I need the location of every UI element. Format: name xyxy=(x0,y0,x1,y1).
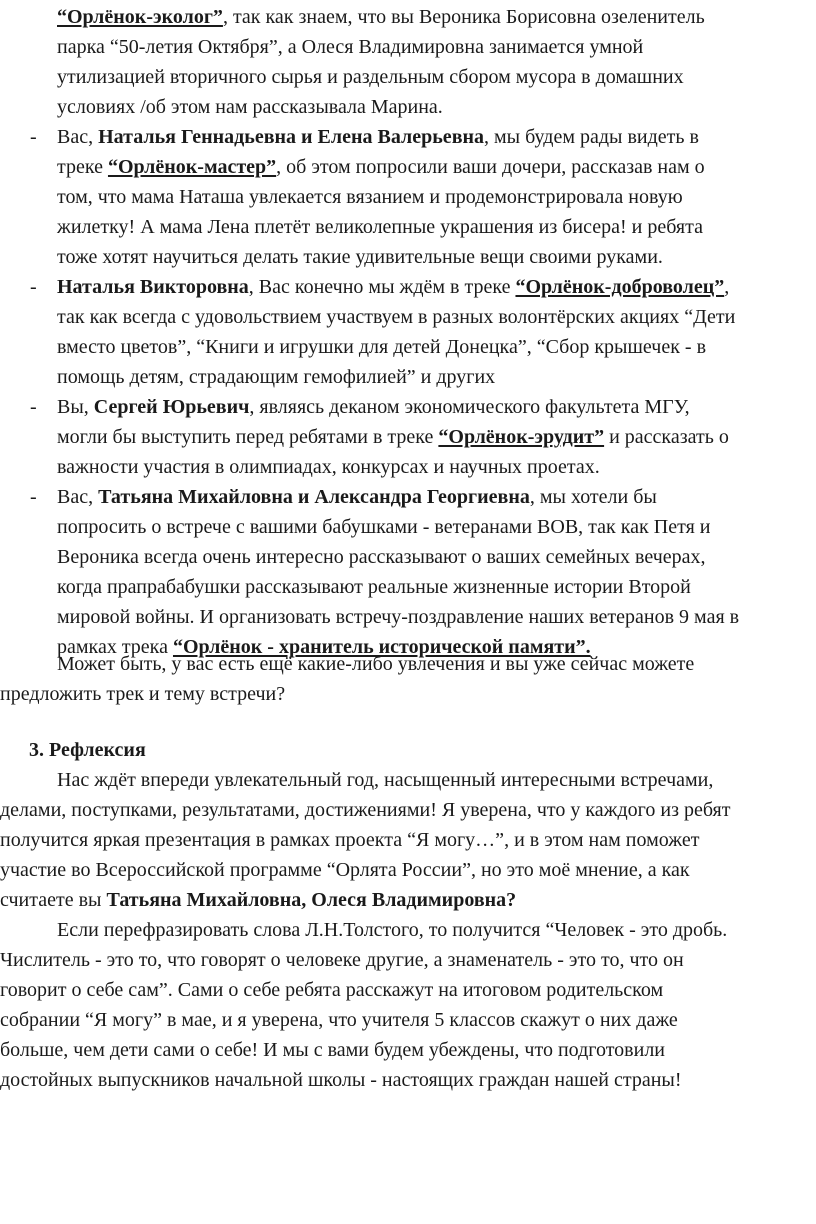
text-run: рамках трека xyxy=(57,636,173,658)
text-run: делами, поступками, результатами, достижениями! Я уверена, что у каждого из ребят xyxy=(0,799,731,821)
list-bullet: - xyxy=(30,276,37,298)
emphasized-text: Татьяна Михайловна и Александра Георгиевна xyxy=(98,486,530,508)
text-run: , мы хотели бы xyxy=(529,486,657,508)
text-run: , являясь деканом экономического факультета МГУ, xyxy=(249,396,690,418)
text-run: Вероника всегда очень интересно рассказывают о ваших семейных вечерах, xyxy=(57,546,706,568)
list-item-line xyxy=(57,545,706,569)
paragraph-line xyxy=(0,948,684,972)
section-heading: 3. Рефлексия xyxy=(29,739,146,761)
emphasized-text: “Орлёнок - хранитель исторической памяти”. xyxy=(172,636,591,658)
list-item-line xyxy=(57,275,729,299)
paragraph-line xyxy=(0,858,690,882)
list-item-line xyxy=(57,95,443,119)
text-run: могли бы выступить перед ребятами в треке xyxy=(57,426,439,448)
text-run: так как всегда с удовольствием участвуем в разных волонтёрских акциях “Дети xyxy=(57,306,736,328)
emphasized-text: “Орлёнок-мастер” xyxy=(107,156,277,178)
text-run: Вас, xyxy=(57,486,99,508)
list-item-line xyxy=(57,215,703,239)
paragraph-line xyxy=(0,1008,678,1032)
text-run: собрании “Я могу” в мае, и я уверена, что учителя 5 классов скажут о них даже xyxy=(0,1009,678,1031)
list-item-line xyxy=(57,5,705,29)
text-run: считаете вы xyxy=(0,889,107,911)
question-line xyxy=(0,682,285,706)
emphasized-text: “Орлёнок-доброволец” xyxy=(515,276,725,298)
list-item-line xyxy=(57,35,643,59)
paragraph-line xyxy=(0,1038,665,1062)
text-run: парка “50-летия Октября”, а Олеся Владимировна занимается умной xyxy=(57,36,644,58)
emphasized-text: “Орлёнок-эрудит” xyxy=(438,426,605,448)
list-item-line xyxy=(57,485,657,509)
list-item-line xyxy=(57,305,735,329)
text-run: когда прапрабабушки рассказывают реальные жизненные истории Второй xyxy=(57,576,691,598)
text-run: и рассказать о xyxy=(604,426,729,448)
list-item-line xyxy=(57,185,683,209)
text-run: Если перефразировать слова Л.Н.Толстого, то получится “Человек - это дробь. xyxy=(57,919,728,941)
text-run: попросить о встрече с вашими бабушками - ветеранами ВОВ, так как Петя и xyxy=(57,516,711,538)
text-run: получится яркая презентация в рамках проекта “Я могу…”, и в этом нам поможет xyxy=(0,829,700,851)
list-item-line xyxy=(57,125,699,149)
paragraph-line xyxy=(0,1068,682,1092)
text-run: Числитель - это то, что говорят о человеке другие, а знаменатель - это то, что он xyxy=(0,949,684,971)
text-run: мировой войны. И организовать встречу-поздравление наших ветеранов 9 мая в xyxy=(57,606,740,628)
text-run: достойных выпускников начальной школы - настоящих граждан нашей страны! xyxy=(0,1069,682,1091)
paragraph-line xyxy=(0,828,699,852)
list-item-line xyxy=(57,575,691,599)
emphasized-text: “Орлёнок-эколог” xyxy=(57,6,223,28)
text-run: говорит о себе сам”. Сами о себе ребята расскажут на итоговом родительском xyxy=(0,979,664,1001)
text-run: жилетку! А мама Лена плетёт великолепные украшения из бисера! и ребята xyxy=(57,216,703,238)
text-run: , мы будем рады видеть в xyxy=(484,126,699,148)
emphasized-text: Наталья Геннадьевна и Елена Валерьевна xyxy=(98,126,485,148)
paragraph-line xyxy=(0,978,663,1002)
text-run: помощь детям, страдающим гемофилией” и других xyxy=(57,366,496,388)
list-item-line xyxy=(57,425,729,449)
text-run: Нас ждёт впереди увлекательный год, насыщенный интересными встречами, xyxy=(57,769,714,791)
emphasized-text: Сергей Юрьевич xyxy=(93,396,250,418)
text-run: больше, чем дети сами о себе! И мы с вами будем убеждены, что подготовили xyxy=(0,1039,665,1061)
text-run: участие во Всероссийской программе “Орлята России”, но это моё мнение, а как xyxy=(0,859,690,881)
paragraph-line xyxy=(57,768,713,792)
text-run: , Вас конечно мы ждём в треке xyxy=(248,276,516,298)
text-run: Вы, xyxy=(57,396,94,418)
text-run: , об этом попросили ваши дочери, рассказав нам о xyxy=(276,156,705,178)
list-item-line xyxy=(57,605,739,629)
text-run: тоже хотят научиться делать такие удивительные вещи своими руками. xyxy=(57,246,663,268)
list-item-line xyxy=(57,335,706,359)
list-item-line xyxy=(57,455,600,479)
question-line xyxy=(57,652,694,676)
list-item-line xyxy=(57,65,684,89)
text-run: Вас, xyxy=(57,126,99,148)
emphasized-text: Наталья Викторовна xyxy=(57,276,249,298)
paragraph-line xyxy=(0,888,516,912)
text-run: , так как знаем, что вы Вероника Борисовна озеленитель xyxy=(222,6,705,28)
text-run: предложить трек и тему встречи? xyxy=(0,683,286,705)
list-bullet: - xyxy=(30,126,37,148)
text-run: Может быть, у вас есть ещё какие-либо увлечения и вы уже сейчас можете xyxy=(57,653,695,675)
text-run: треке xyxy=(57,156,108,178)
text-run: вместо цветов”, “Книги и игрушки для детей Донецка”, “Сбор крышечек - в xyxy=(57,336,707,358)
list-bullet: - xyxy=(30,396,37,418)
text-run: утилизацией вторичного сырья и раздельным сбором мусора в домашних xyxy=(57,66,684,88)
list-item-line xyxy=(57,155,705,179)
list-item-line xyxy=(57,395,690,419)
list-item-line xyxy=(57,515,710,539)
list-bullet: - xyxy=(30,486,37,508)
paragraph-line xyxy=(57,918,727,942)
list-item-line xyxy=(57,245,663,269)
text-run: важности участия в олимпиадах, конкурсах и научных проетах. xyxy=(57,456,600,478)
text-run: , xyxy=(724,276,730,298)
list-item-line xyxy=(57,365,495,389)
paragraph-line xyxy=(0,798,730,822)
emphasized-text: Татьяна Михайловна, Олеся Владимировна? xyxy=(106,889,517,911)
text-run: том, что мама Наташа увлекается вязанием и продемонстрировала новую xyxy=(57,186,683,208)
text-run: условиях /об этом нам рассказывала Марина. xyxy=(57,96,443,118)
